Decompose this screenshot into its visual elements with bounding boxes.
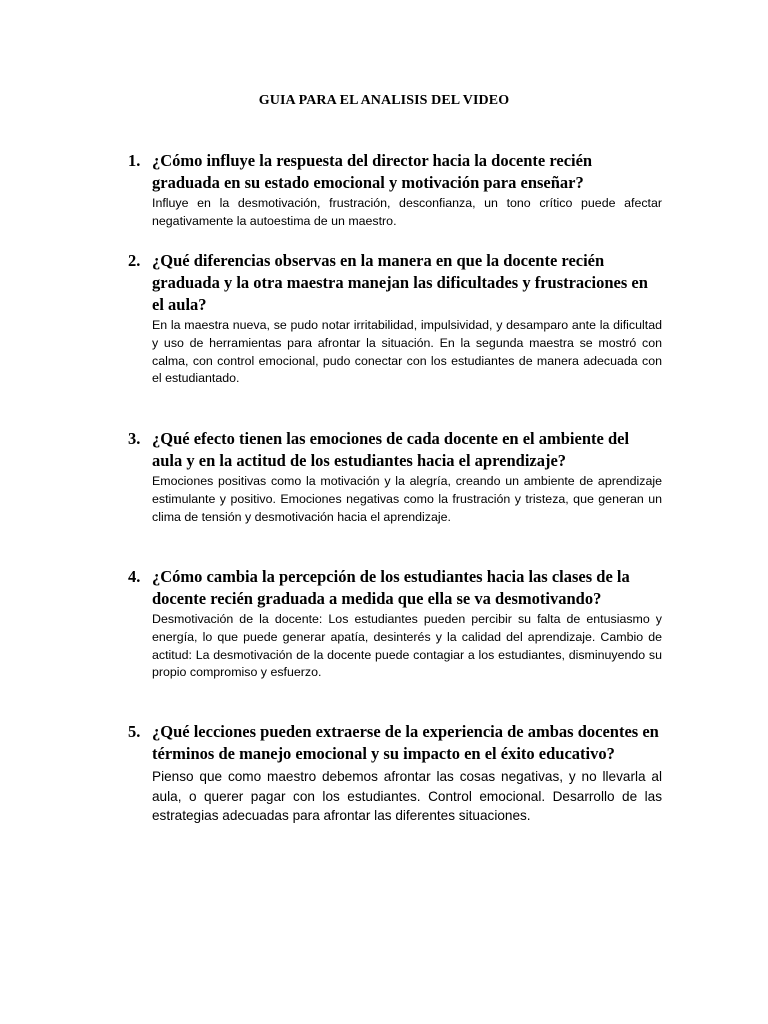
question-text: ¿Qué diferencias observas en la manera en que la docente recién graduada y la otra maestra manejan las dificultades y frustraciones en el aula? bbox=[152, 251, 648, 314]
question-item bbox=[128, 150, 662, 231]
question-number: 4. bbox=[128, 567, 141, 586]
question-number: 3. bbox=[128, 429, 141, 448]
answer-text: En la maestra nueva, se pudo notar irritabilidad, impulsividad, y desamparo ante la dificultad y uso de herramientas para afrontar la situación. En la segunda maestra se mostró con calma, con control emocional, pudo conectar con los estudiantes de manera adecuada con el estudiantado. bbox=[152, 318, 662, 386]
question-item bbox=[128, 721, 662, 826]
question-text: ¿Cómo influye la respuesta del director hacia la docente recién graduada en su estado emocional y motivación para enseñar? bbox=[152, 151, 593, 192]
answer-text: Emociones positivas como la motivación y la alegría, creando un ambiente de aprendizaje estimulante y positivo. Emociones negativas como la frustración y tristeza, que generan un clima de tensión y desmotivación hacia el aprendizaje. bbox=[152, 474, 662, 524]
question-item bbox=[128, 566, 662, 682]
question-item bbox=[128, 250, 662, 388]
question-item bbox=[128, 428, 662, 526]
question-number: 1. bbox=[128, 151, 141, 170]
answer-text: Desmotivación de la docente: Los estudiantes pueden percibir su falta de entusiasmo y energía, lo que puede generar apatía, desinterés y la calidad del aprendizaje. Cambio de actitud: La desmotivación de la docente puede contagiar a los estudiantes, disminuyendo su propio compromiso y esfuerzo. bbox=[152, 612, 662, 680]
answer-text: Pienso que como maestro debemos afrontar las cosas negativas, y no llevarla al aula, o querer pagar con los estudiantes. Control emocional. Desarrollo de las estrategias adecuadas para afrontar las diferentes situaciones. bbox=[152, 769, 662, 823]
answer-text: Influye en la desmotivación, frustración, desconfianza, un tono crítico puede afectar negativamente la autoestima de un maestro. bbox=[152, 196, 662, 228]
question-text: ¿Qué lecciones pueden extraerse de la experiencia de ambas docentes en términos de manejo emocional y su impacto en el éxito educativo? bbox=[152, 722, 659, 763]
question-text: ¿Qué efecto tienen las emociones de cada docente en el ambiente del aula y en la actitud de los estudiantes hacia el aprendizaje? bbox=[152, 429, 630, 470]
question-number: 2. bbox=[128, 251, 141, 270]
question-number: 5. bbox=[128, 722, 141, 741]
question-text: ¿Cómo cambia la percepción de los estudiantes hacia las clases de la docente recién graduada a medida que ella se va desmotivando? bbox=[152, 567, 630, 608]
document-title: GUIA PARA EL ANALISIS DEL VIDEO bbox=[258, 93, 510, 108]
